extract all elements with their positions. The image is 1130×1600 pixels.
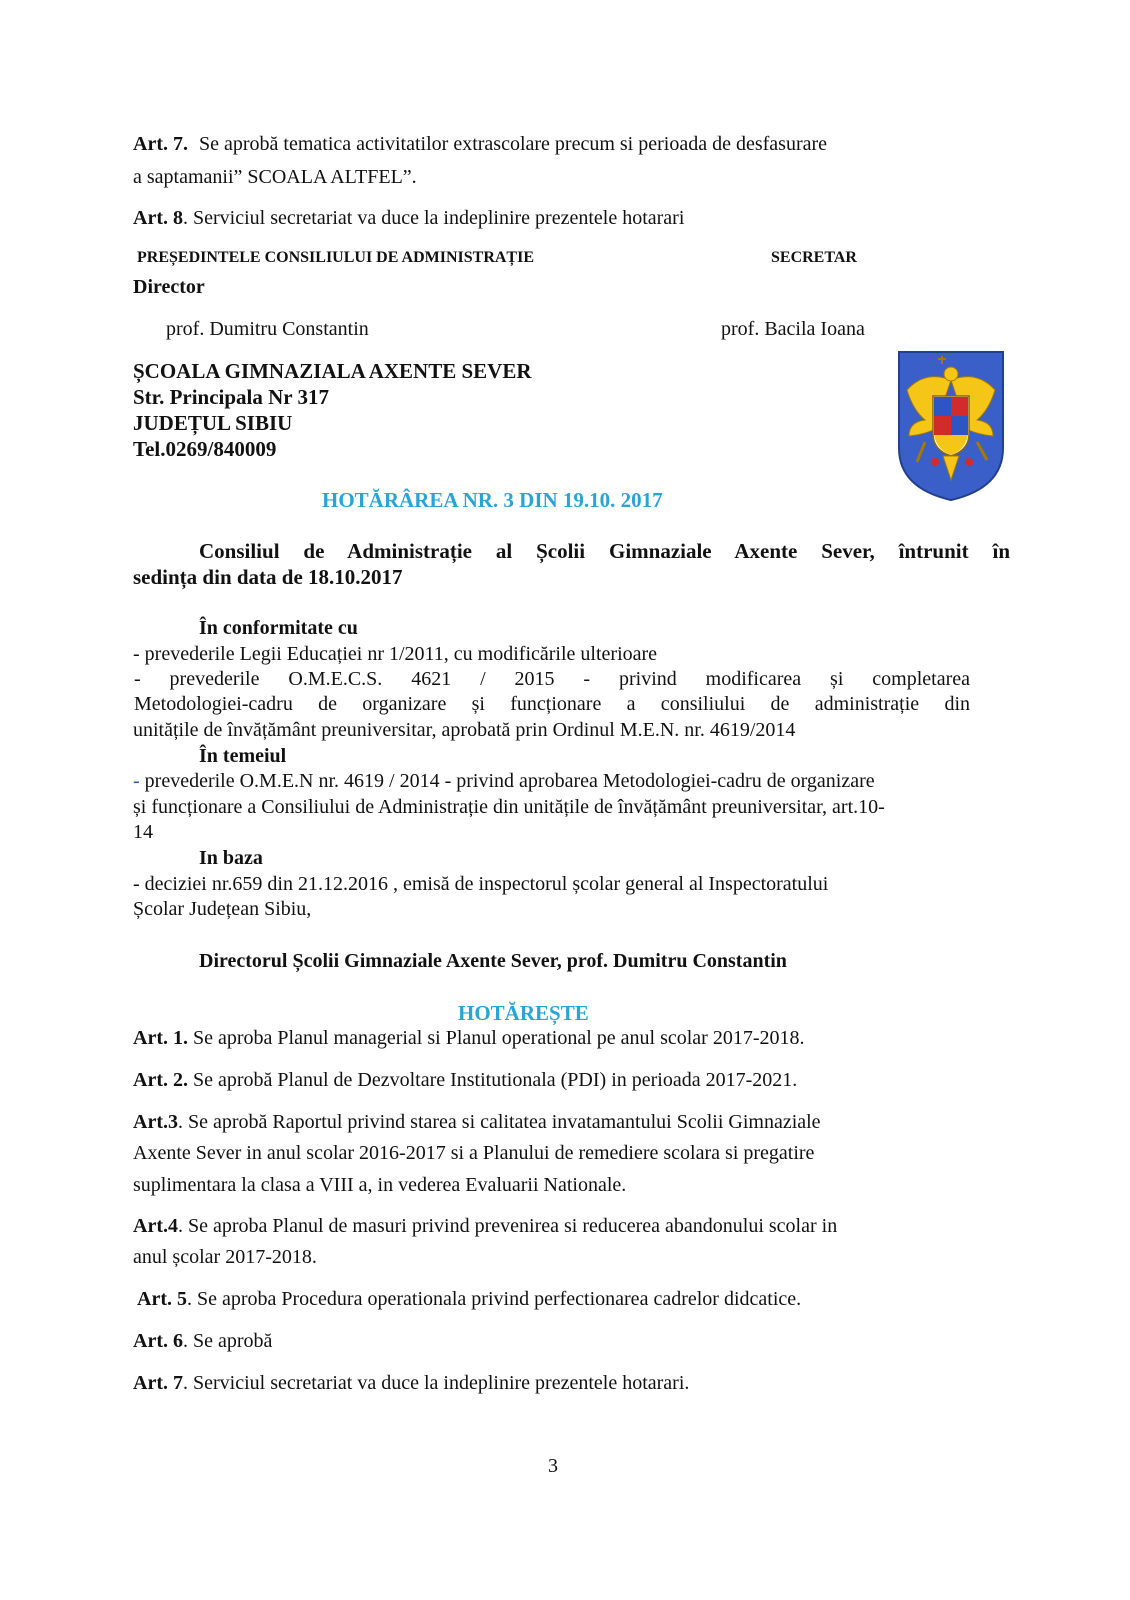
conformity-heading: În conformitate cu — [199, 617, 358, 639]
basis-line-2: și funcționare a Consiliului de Administrație din unitățile de învățământ preuniversitar, art.10- — [133, 796, 885, 818]
based-heading: In baza — [199, 847, 263, 869]
article-6 — [133, 1330, 272, 1353]
intro-line-1: Consiliul de Administrație al Școlii Gimnaziale Axente Sever, întrunit în — [199, 539, 1010, 563]
article-number: Art. 7. — [133, 133, 188, 155]
page-number: 3 — [548, 1455, 558, 1477]
article-number: Art. 8 — [133, 207, 183, 229]
top-article-7-continued: a saptamanii” SCOALA ALTFEL”. — [133, 166, 417, 188]
article-number: Art. 7 — [133, 1372, 183, 1394]
director-label: Director — [133, 276, 205, 298]
article-1 — [133, 1027, 805, 1050]
article-number: Art.4 — [133, 1215, 178, 1237]
school-county: JUDEȚUL SIBIU — [133, 411, 293, 435]
based-line-1: - deciziei nr.659 din 21.12.2016 , emisă de inspectorul școlar general al Inspectoratului — [133, 873, 829, 895]
decides-heading: HOTĂREȘTE — [458, 1001, 589, 1025]
article-text: . Serviciul secretariat va duce la indeplinire prezentele hotarari — [182, 207, 685, 229]
article-3-line-2: Axente Sever in anul scolar 2016-2017 si a Planului de remediere scolara si pregatire — [133, 1142, 815, 1164]
secretary-name: prof. Bacila Ioana — [721, 318, 865, 340]
article-7 — [133, 1372, 689, 1395]
article-text: . Se aproba Planul de masuri privind prevenirea si reducerea abandonului scolar in — [177, 1215, 838, 1237]
school-street: Str. Principala Nr 317 — [133, 385, 330, 409]
article-2 — [133, 1069, 797, 1092]
based-line-2: Școlar Județean Sibiu, — [133, 898, 312, 920]
director-statement: Directorul Școlii Gimnaziale Axente Sever, prof. Dumitru Constantin — [199, 950, 787, 972]
article-5 — [137, 1288, 801, 1311]
article-text: . Se aprobă — [182, 1330, 273, 1352]
decision-title: HOTĂRÂREA NR. 3 DIN 19.10. 2017 — [322, 488, 663, 512]
top-article-8 — [133, 207, 684, 230]
article-text: Se aprobă tematica activitatilor extrascolare precum si perioada de desfasurare — [198, 133, 828, 155]
article-3-line-3: suplimentara la clasa a VIII a, in vederea Evaluarii Nationale. — [133, 1174, 627, 1196]
article-text: . Se aprobă Raportul privind starea si calitatea invatamantului Scolii Gimnaziale — [177, 1111, 821, 1133]
basis-line-1-text: prevederile O.M.E.N nr. 4619 / 2014 - privind aprobarea Metodologiei-cadru de organizare — [139, 770, 875, 792]
top-article-7 — [133, 133, 827, 156]
article-text: Se aprobă Planul de Dezvoltare Institutionala (PDI) in perioada 2017-2021. — [187, 1069, 798, 1091]
article-4-line-2: anul școlar 2017-2018. — [133, 1246, 317, 1268]
conformity-item-1: - prevederile Legii Educației nr 1/2011, cu modificările ulterioare — [133, 643, 658, 665]
school-phone: Tel.0269/840009 — [133, 437, 277, 461]
article-number: Art.3 — [133, 1111, 178, 1133]
article-text: . Serviciul secretariat va duce la indeplinire prezentele hotarari. — [182, 1372, 690, 1394]
article-number: Art. 2. — [133, 1069, 188, 1091]
president-title: PREȘEDINTELE CONSILIULUI DE ADMINISTRAȚIE — [137, 249, 534, 266]
article-number: Art. 5 — [137, 1288, 187, 1310]
basis-line-1 — [133, 770, 875, 793]
secretary-title: SECRETAR — [771, 249, 857, 266]
basis-dash: - — [133, 770, 140, 792]
conformity-item-2-line-3: unitățile de învățământ preuniversitar, aprobată prin Ordinul M.E.N. nr. 4619/2014 — [133, 719, 796, 741]
conformity-item-2-line-2: Metodologiei-cadru de organizare și funcționare a consiliului de administrație din — [134, 693, 970, 715]
school-name: ȘCOALA GIMNAZIALA AXENTE SEVER — [133, 359, 532, 383]
conformity-item-2-line-1: - prevederile O.M.E.C.S. 4621 / 2015 - privind modificarea și completarea — [134, 668, 970, 690]
article-text: . Se aproba Procedura operationala privind perfectionarea cadrelor didcatice. — [186, 1288, 802, 1310]
article-number: Art. 1. — [133, 1027, 188, 1049]
article-text: Se aproba Planul managerial si Planul operational pe anul scolar 2017-2018. — [187, 1027, 805, 1049]
article-3 — [133, 1111, 821, 1134]
article-number: Art. 6 — [133, 1330, 183, 1352]
article-4 — [133, 1215, 837, 1238]
basis-heading: În temeiul — [199, 745, 287, 767]
coat-of-arms-icon — [895, 350, 1007, 502]
basis-line-3: 14 — [133, 821, 153, 843]
intro-line-2: sedința din data de 18.10.2017 — [133, 565, 403, 589]
director-name: prof. Dumitru Constantin — [166, 318, 369, 340]
